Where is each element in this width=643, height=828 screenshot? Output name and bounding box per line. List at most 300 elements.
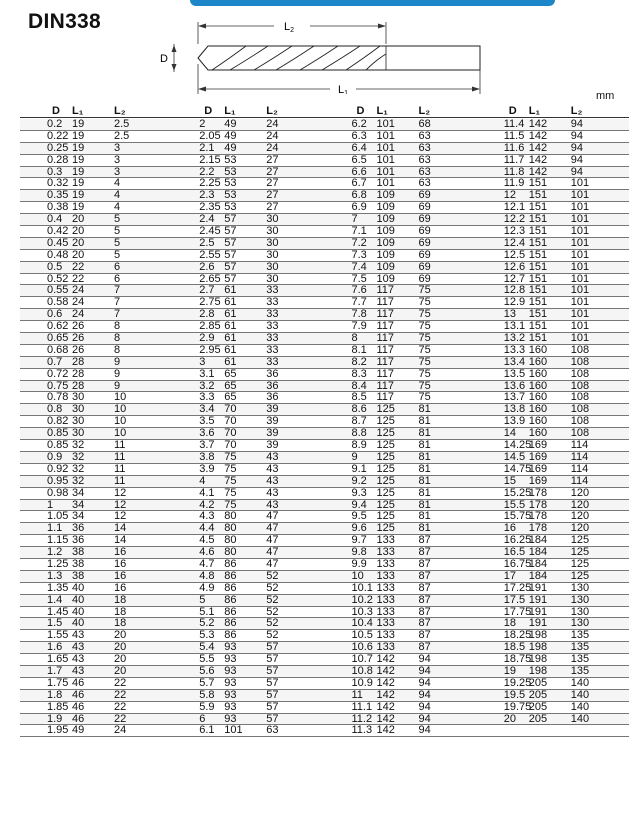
- table-cell: 7.4: [351, 260, 367, 273]
- table-cell: 93: [224, 641, 237, 654]
- table-cell: 13.7: [503, 391, 526, 404]
- table-cell: 6: [114, 272, 121, 285]
- table-cell: 1.45: [47, 605, 69, 618]
- table-cell: 36: [72, 534, 85, 547]
- table-cell: 160: [528, 415, 548, 428]
- header-group: [20, 106, 172, 117]
- table-cell: 22: [114, 700, 127, 713]
- table-cell: 10.5: [351, 629, 373, 642]
- table-cell: 19: [72, 118, 85, 130]
- row-group: [477, 297, 629, 308]
- table-cell: 19: [72, 177, 85, 190]
- row-group: [172, 583, 324, 594]
- table-cell: 0.85: [47, 427, 69, 440]
- table-cell: 24: [72, 308, 85, 321]
- row-group: [477, 333, 629, 344]
- table-cell: 28: [72, 355, 85, 368]
- table-cell: 86: [224, 605, 237, 618]
- row-group: [20, 464, 172, 475]
- row-group: [20, 143, 172, 154]
- table-row: [20, 702, 629, 714]
- row-group: [477, 238, 629, 249]
- table-cell: 2.2: [199, 165, 215, 178]
- table-cell: 40: [72, 605, 85, 618]
- table-cell: 125: [376, 415, 395, 428]
- table-cell: 15: [503, 474, 516, 487]
- table-cell: 142: [528, 165, 548, 178]
- table-cell: 5.6: [199, 664, 215, 677]
- table-cell: 34: [72, 510, 85, 523]
- table-cell: 120: [570, 522, 590, 535]
- row-group: [172, 392, 324, 403]
- table-cell: 27: [266, 153, 279, 166]
- table-cell: 63: [418, 141, 431, 154]
- table-cell: 8.1: [351, 343, 367, 356]
- table-cell: 14.75: [503, 462, 532, 475]
- table-cell: 0.68: [47, 343, 69, 356]
- table-cell: 30: [266, 236, 279, 249]
- table-cell: 108: [570, 367, 590, 380]
- table-cell: 101: [570, 177, 590, 190]
- table-cell: 108: [570, 343, 590, 356]
- table-cell: 18: [114, 617, 127, 630]
- table-cell: 68: [418, 118, 431, 130]
- row-group: [20, 321, 172, 332]
- table-cell: 198: [528, 641, 548, 654]
- row-group: [20, 428, 172, 439]
- column-header: L₁: [528, 105, 541, 117]
- row-group: [172, 238, 324, 249]
- row-group: [325, 571, 477, 582]
- table-cell: 34: [72, 498, 85, 511]
- table-cell: 9.1: [351, 462, 367, 475]
- row-group: [20, 678, 172, 689]
- table-cell: 135: [570, 629, 590, 642]
- row-group: [20, 250, 172, 261]
- row-group: [325, 702, 477, 713]
- table-cell: 142: [376, 653, 395, 666]
- table-cell: 75: [418, 296, 431, 309]
- row-group: [172, 547, 324, 558]
- row-group: [20, 226, 172, 237]
- row-group: [172, 155, 324, 166]
- table-cell: 93: [224, 700, 237, 713]
- row-group: [172, 559, 324, 570]
- table-cell: 1.7: [47, 664, 63, 677]
- row-group: [325, 119, 477, 130]
- table-cell: 142: [376, 712, 395, 725]
- table-cell: 43: [72, 664, 85, 677]
- table-cell: 57: [266, 712, 279, 725]
- table-cell: 114: [570, 450, 589, 463]
- table-cell: 117: [376, 355, 395, 368]
- row-group: [477, 523, 629, 534]
- table-cell: 11.3: [351, 724, 373, 737]
- table-cell: 11.9: [503, 177, 525, 190]
- table-cell: 140: [570, 688, 590, 701]
- table-cell: 11: [114, 450, 126, 463]
- table-cell: 11: [114, 462, 126, 475]
- column-header: L₁: [72, 105, 84, 117]
- table-cell: 101: [570, 248, 590, 261]
- column-header: L₂: [570, 105, 583, 117]
- table-cell: 87: [418, 641, 431, 654]
- row-group: [325, 321, 477, 332]
- row-group: [172, 666, 324, 677]
- table-cell: 36: [72, 522, 85, 535]
- table-cell: 140: [570, 712, 590, 725]
- table-cell: 13.6: [503, 379, 526, 392]
- table-cell: 32: [72, 439, 85, 452]
- table-cell: 5.9: [199, 700, 215, 713]
- table-cell: 17.5: [503, 593, 526, 606]
- table-header: [20, 106, 629, 118]
- table-cell: 8: [351, 332, 358, 345]
- table-cell: 86: [224, 629, 237, 642]
- table-row: [20, 464, 629, 476]
- table-cell: 94: [418, 676, 431, 689]
- table-cell: 20: [114, 664, 127, 677]
- table-cell: 151: [528, 213, 548, 226]
- row-group: [325, 618, 477, 629]
- row-group: [20, 297, 172, 308]
- table-cell: 2.5: [114, 129, 130, 142]
- table-cell: 101: [570, 189, 590, 202]
- row-group: [477, 511, 629, 522]
- table-cell: 19: [72, 129, 85, 142]
- table-cell: 108: [570, 427, 590, 440]
- row-group: [172, 309, 324, 320]
- table-cell: 18: [503, 617, 516, 630]
- row-group: [325, 262, 477, 273]
- row-group: [172, 488, 324, 499]
- table-cell: 30: [72, 427, 85, 440]
- row-group: [477, 440, 629, 451]
- table-cell: 19: [503, 664, 516, 677]
- row-group: [172, 369, 324, 380]
- table-cell: 108: [570, 391, 590, 404]
- row-group: [477, 381, 629, 392]
- row-group: [172, 678, 324, 689]
- table-cell: 2.95: [199, 343, 221, 356]
- table-cell: 52: [266, 593, 279, 606]
- row-group: [325, 583, 477, 594]
- table-cell: 24: [114, 724, 127, 737]
- table-cell: 1.55: [47, 629, 69, 642]
- row-group: [325, 666, 477, 677]
- table-cell: 69: [418, 236, 431, 249]
- table-cell: 1.25: [47, 557, 69, 570]
- row-group: [172, 428, 324, 439]
- table-cell: 22: [72, 272, 85, 285]
- table-cell: 39: [266, 415, 279, 428]
- table-cell: 27: [266, 177, 279, 190]
- table-cell: 12.5: [503, 248, 526, 261]
- table-cell: 142: [376, 664, 395, 677]
- row-group: [477, 392, 629, 403]
- table-cell: 12: [114, 510, 127, 523]
- table-cell: 19.25: [503, 676, 532, 689]
- table-cell: 101: [376, 165, 395, 178]
- table-row: [20, 488, 629, 500]
- row-group: [325, 725, 477, 736]
- table-cell: 133: [376, 534, 395, 547]
- row-group: [477, 690, 629, 701]
- table-cell: 125: [376, 510, 395, 523]
- table-cell: 184: [528, 557, 548, 570]
- table-cell: 30: [266, 225, 279, 238]
- table-cell: 61: [224, 296, 237, 309]
- table-cell: 125: [376, 462, 395, 475]
- row-group: [172, 725, 324, 736]
- table-cell: 4.1: [199, 486, 215, 499]
- table-cell: 43: [266, 450, 279, 463]
- table-cell: 94: [570, 118, 583, 130]
- table-cell: 3.6: [199, 427, 215, 440]
- table-cell: 20: [72, 248, 85, 261]
- table-cell: 1: [47, 498, 54, 511]
- table-cell: 12.6: [503, 260, 526, 273]
- table-cell: 30: [266, 260, 279, 273]
- table-cell: 27: [266, 201, 279, 214]
- table-cell: 2.75: [199, 296, 221, 309]
- table-cell: 49: [224, 129, 237, 142]
- l2-label: L2: [284, 21, 295, 34]
- table-cell: 142: [528, 141, 548, 154]
- table-cell: 33: [266, 343, 279, 356]
- row-group: [172, 250, 324, 261]
- table-row: [20, 595, 629, 607]
- table-cell: 0.82: [47, 415, 69, 428]
- row-group: [20, 571, 172, 582]
- table-cell: 65: [224, 379, 237, 392]
- table-cell: 4: [114, 177, 121, 190]
- table-cell: 18.25: [503, 629, 532, 642]
- table-cell: 160: [528, 343, 548, 356]
- table-cell: 8: [114, 332, 121, 345]
- table-cell: 33: [266, 284, 279, 297]
- row-group: [20, 725, 172, 736]
- table-cell: 109: [376, 225, 395, 238]
- table-cell: 46: [72, 676, 85, 689]
- table-cell: 75: [418, 391, 431, 404]
- table-cell: 125: [376, 498, 395, 511]
- row-group: [20, 595, 172, 606]
- row-group: [477, 143, 629, 154]
- table-cell: 10.4: [351, 617, 373, 630]
- row-group: [477, 607, 629, 618]
- table-cell: 9: [114, 355, 121, 368]
- table-cell: 10.7: [351, 653, 373, 666]
- table-cell: 87: [418, 534, 431, 547]
- table-row: [20, 131, 629, 143]
- row-group: [325, 630, 477, 641]
- table-cell: 16.25: [503, 534, 532, 547]
- table-cell: 10: [114, 427, 127, 440]
- size-table: [20, 106, 629, 737]
- table-cell: 61: [224, 343, 237, 356]
- table-cell: 69: [418, 272, 431, 285]
- table-cell: 61: [224, 332, 237, 345]
- table-cell: 0.78: [47, 391, 69, 404]
- table-cell: 81: [418, 462, 431, 475]
- banner-strip: [190, 0, 555, 6]
- table-cell: 36: [266, 391, 279, 404]
- table-cell: 69: [418, 213, 431, 226]
- table-cell: 3: [114, 141, 121, 154]
- table-cell: 13.1: [503, 320, 526, 333]
- table-cell: 52: [266, 569, 279, 582]
- table-cell: 0.98: [47, 486, 69, 499]
- table-cell: 1.6: [47, 641, 63, 654]
- table-cell: 125: [570, 534, 590, 547]
- row-group: [172, 476, 324, 487]
- table-cell: 101: [376, 129, 395, 142]
- table-cell: 101: [376, 177, 395, 190]
- table-cell: 61: [224, 308, 237, 321]
- table-cell: 15.5: [503, 498, 526, 511]
- table-cell: 20: [114, 641, 127, 654]
- row-group: [325, 500, 477, 511]
- table-cell: 75: [224, 450, 237, 463]
- table-cell: 6.6: [351, 165, 367, 178]
- table-cell: 40: [72, 581, 85, 594]
- table-cell: 11.6: [503, 141, 525, 154]
- table-cell: 22: [114, 676, 127, 689]
- row-group: [20, 381, 172, 392]
- row-group: [20, 131, 172, 142]
- table-cell: 69: [418, 260, 431, 273]
- table-cell: 7: [351, 213, 358, 226]
- table-cell: 19: [72, 189, 85, 202]
- table-cell: 81: [418, 510, 431, 523]
- table-cell: 10.9: [351, 676, 373, 689]
- row-group: [20, 559, 172, 570]
- d-label: D: [160, 53, 168, 65]
- table-cell: 8: [114, 343, 121, 356]
- table-cell: 125: [376, 403, 395, 416]
- table-cell: 70: [224, 415, 237, 428]
- row-group: [172, 404, 324, 415]
- row-group: [325, 238, 477, 249]
- row-group: [172, 285, 324, 296]
- table-row: [20, 369, 629, 381]
- column-header: L₂: [266, 105, 278, 117]
- row-group: [477, 309, 629, 320]
- table-cell: 3.1: [199, 367, 215, 380]
- table-cell: 39: [266, 439, 279, 452]
- table-cell: 3: [199, 355, 206, 368]
- table-cell: 120: [570, 510, 590, 523]
- row-group: [477, 285, 629, 296]
- table-cell: 20: [72, 236, 85, 249]
- table-cell: 142: [376, 724, 395, 737]
- row-group: [477, 678, 629, 689]
- row-group: [172, 416, 324, 427]
- table-cell: 0.35: [47, 189, 69, 202]
- row-group: [20, 607, 172, 618]
- table-cell: 2.8: [199, 308, 215, 321]
- table-cell: 32: [72, 474, 85, 487]
- table-cell: 1.75: [47, 676, 69, 689]
- row-group: [477, 666, 629, 677]
- table-cell: 5.4: [199, 641, 215, 654]
- table-cell: 101: [570, 260, 590, 273]
- table-cell: 94: [418, 688, 431, 701]
- table-cell: 8.2: [351, 355, 367, 368]
- table-cell: 94: [418, 664, 431, 677]
- table-cell: 0.42: [47, 225, 69, 238]
- table-cell: 1.65: [47, 653, 69, 666]
- table-cell: 1.35: [47, 581, 69, 594]
- row-group: [477, 702, 629, 713]
- table-cell: 101: [570, 272, 590, 285]
- row-group: [20, 666, 172, 677]
- table-cell: 3.5: [199, 415, 215, 428]
- row-group: [477, 202, 629, 213]
- table-cell: 0.2: [47, 118, 63, 130]
- table-cell: 93: [224, 676, 237, 689]
- table-cell: 17.75: [503, 605, 532, 618]
- table-cell: 133: [376, 605, 395, 618]
- table-cell: 12.7: [503, 272, 526, 285]
- table-cell: 133: [376, 546, 395, 559]
- row-group: [172, 190, 324, 201]
- table-cell: 205: [528, 712, 548, 725]
- table-cell: 125: [570, 546, 590, 559]
- table-cell: 40: [72, 617, 85, 630]
- table-cell: 87: [418, 546, 431, 559]
- table-cell: 63: [418, 165, 431, 178]
- row-group: [20, 488, 172, 499]
- table-row: [20, 583, 629, 595]
- table-cell: 0.45: [47, 236, 69, 249]
- table-cell: 14: [114, 522, 127, 535]
- table-cell: 94: [570, 129, 583, 142]
- table-cell: 125: [376, 522, 395, 535]
- table-cell: 14: [503, 427, 516, 440]
- row-group: [20, 119, 172, 130]
- table-cell: 57: [224, 225, 237, 238]
- row-group: [325, 345, 477, 356]
- table-cell: 11: [114, 439, 126, 452]
- row-group: [477, 178, 629, 189]
- table-cell: 117: [376, 332, 395, 345]
- table-cell: 109: [376, 272, 395, 285]
- row-group: [172, 630, 324, 641]
- table-cell: 114: [570, 439, 589, 452]
- table-cell: 93: [224, 653, 237, 666]
- table-row: [20, 357, 629, 369]
- table-cell: 101: [376, 153, 395, 166]
- header-group: [477, 106, 629, 117]
- table-cell: 10: [114, 415, 127, 428]
- table-cell: 101: [570, 320, 590, 333]
- table-cell: 10.6: [351, 641, 373, 654]
- table-cell: 69: [418, 248, 431, 261]
- table-cell: 53: [224, 165, 237, 178]
- table-cell: 30: [266, 248, 279, 261]
- row-group: [325, 416, 477, 427]
- row-group: [325, 285, 477, 296]
- row-group: [172, 357, 324, 368]
- table-cell: 24: [72, 284, 85, 297]
- table-cell: 86: [224, 593, 237, 606]
- row-group: [172, 202, 324, 213]
- row-group: [477, 416, 629, 427]
- column-header: L₁: [224, 105, 236, 117]
- table-cell: 101: [570, 213, 590, 226]
